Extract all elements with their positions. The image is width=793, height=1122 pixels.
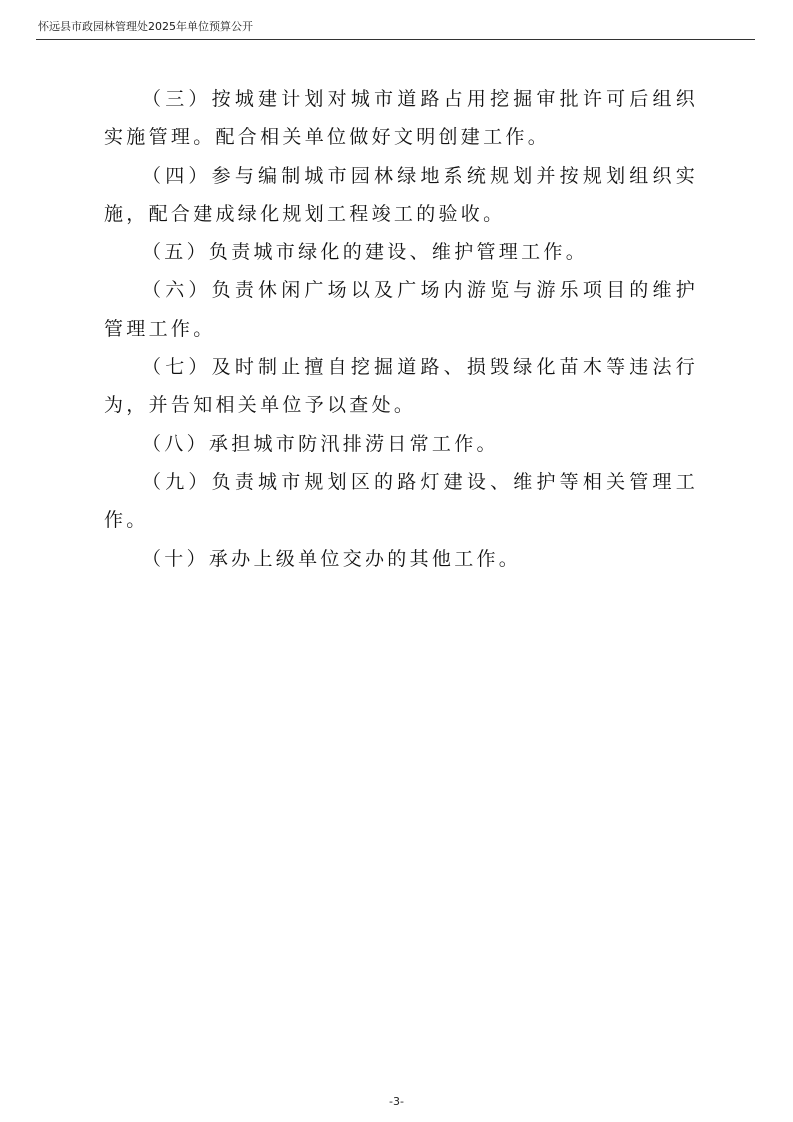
document-body xyxy=(104,80,698,578)
paragraph-item-3: （三）按城建计划对城市道路占用挖掘审批许可后组织实施管理。配合相关单位做好文明创建工作。 xyxy=(104,88,698,149)
paragraph-item-9: （九）负责城市规划区的路灯建设、维护等相关管理工作。 xyxy=(104,470,698,532)
paragraph-item-4: （四）参与编制城市园林绿地系统规划并按规划组织实施，配合建成绿化规划工程竣工的验收。 xyxy=(104,164,698,225)
paragraph-item-6: （六）负责休闲广场以及广场内游览与游乐项目的维护管理工作。 xyxy=(104,279,698,340)
paragraph-item-5: （五）负责城市绿化的建设、维护管理工作。 xyxy=(142,241,589,264)
page-number: -3- xyxy=(389,1095,404,1108)
paragraph-item-7: （七）及时制止擅自挖掘道路、损毁绿化苗木等违法行为，并告知相关单位予以查处。 xyxy=(104,356,698,417)
paragraph-item-8: （八）承担城市防汛排涝日常工作。 xyxy=(142,432,499,455)
paragraph-item-10: （十）承办上级单位交办的其他工作。 xyxy=(142,547,522,570)
header-divider xyxy=(36,39,755,40)
running-header-title: 怀远县市政园林管理处2025年单位预算公开 xyxy=(38,20,253,33)
